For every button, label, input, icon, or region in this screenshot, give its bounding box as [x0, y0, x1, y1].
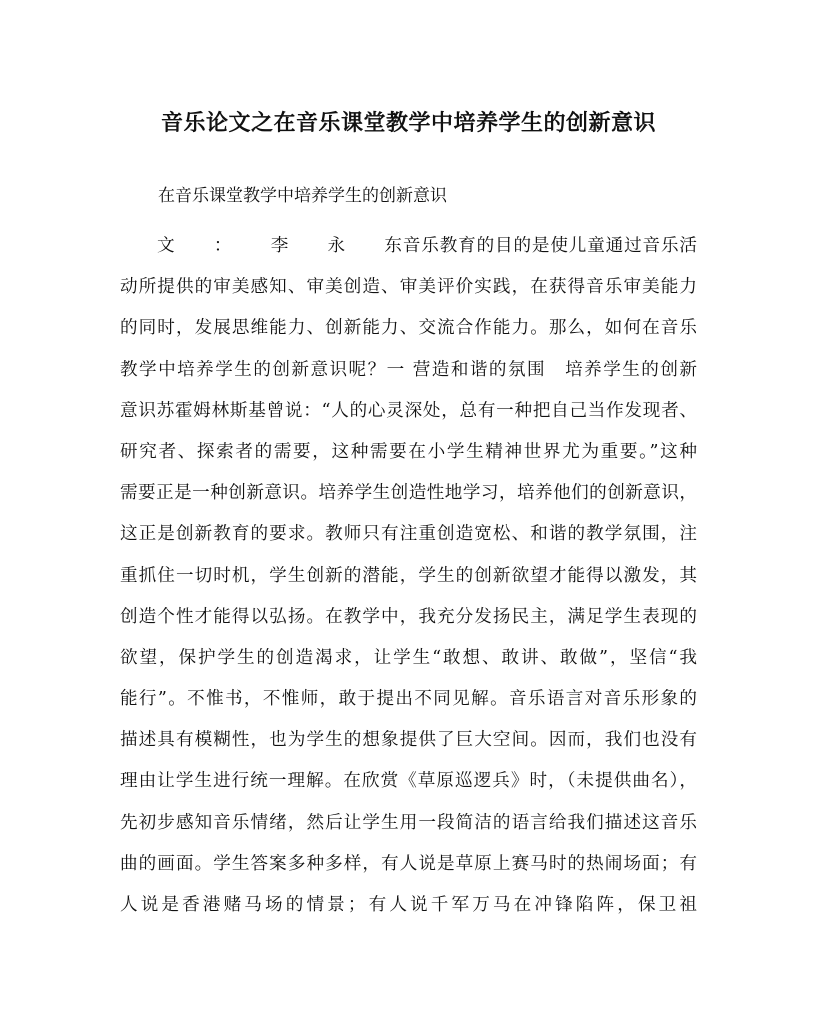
body-line: 能行”。不惟书，不惟师，敢于提出不同见解。音乐语言对音乐形象的	[120, 689, 697, 710]
body-line	[120, 226, 697, 267]
document-page	[120, 0, 697, 1021]
document-body	[120, 226, 697, 926]
body-line: 欲望，保护学生的创造渴求，让学生“敢想、敢讲、敢做”，坚信“我	[120, 647, 697, 668]
body-line: 教学中培养学生的创新意识呢？一 营造和谐的氛围 培养学生的创新	[120, 359, 697, 380]
body-line: 动所提供的审美感知、审美创造、审美评价实践，在获得音乐审美能力	[120, 277, 697, 298]
body-line: 创造个性才能得以弘扬。在教学中，我充分发扬民主，满足学生表现的	[120, 606, 697, 627]
body-line: 意识苏霍姆林斯基曾说：“人的心灵深处，总有一种把自己当作发现者、	[120, 400, 697, 421]
body-line: 先初步感知音乐情绪，然后让学生用一段简洁的语言给我们描述这音乐	[120, 812, 697, 833]
body-line: 理由让学生进行统一理解。在欣赏《草原巡逻兵》时，（未提供曲名），	[120, 771, 697, 792]
body-line: 的同时，发展思维能力、创新能力、交流合作能力。那么，如何在音乐	[120, 318, 697, 339]
body-line: 曲的画面。学生答案多种多样，有人说是草原上赛马时的热闹场面；有	[120, 853, 697, 874]
body-line: 重抓住一切时机，学生创新的潜能，学生的创新欲望才能得以激发，其	[120, 565, 697, 586]
body-line: 这正是创新教育的要求。教师只有注重创造宽松、和谐的教学氛围，注	[120, 524, 697, 545]
body-line: 需要正是一种创新意识。培养学生创造性地学习，培养他们的创新意识，	[120, 483, 697, 504]
author-byline: 文：李永东	[157, 236, 402, 256]
body-line: 描述具有模糊性，也为学生的想象提供了巨大空间。因而，我们也没有	[120, 730, 697, 751]
body-line: 人说是香港赌马场的情景；有人说千军万马在冲锋陷阵，保卫祖	[120, 895, 697, 915]
document-subtitle: 在音乐课堂教学中培养学生的创新意识	[158, 186, 447, 206]
body-line: 研究者、探索者的需要，这种需要在小学生精神世界尤为重要。”这种	[120, 441, 697, 462]
document-title: 音乐论文之在音乐课堂教学中培养学生的创新意识	[160, 110, 656, 136]
body-line-text: 音乐教育的目的是使儿童通过音乐活	[402, 236, 697, 256]
